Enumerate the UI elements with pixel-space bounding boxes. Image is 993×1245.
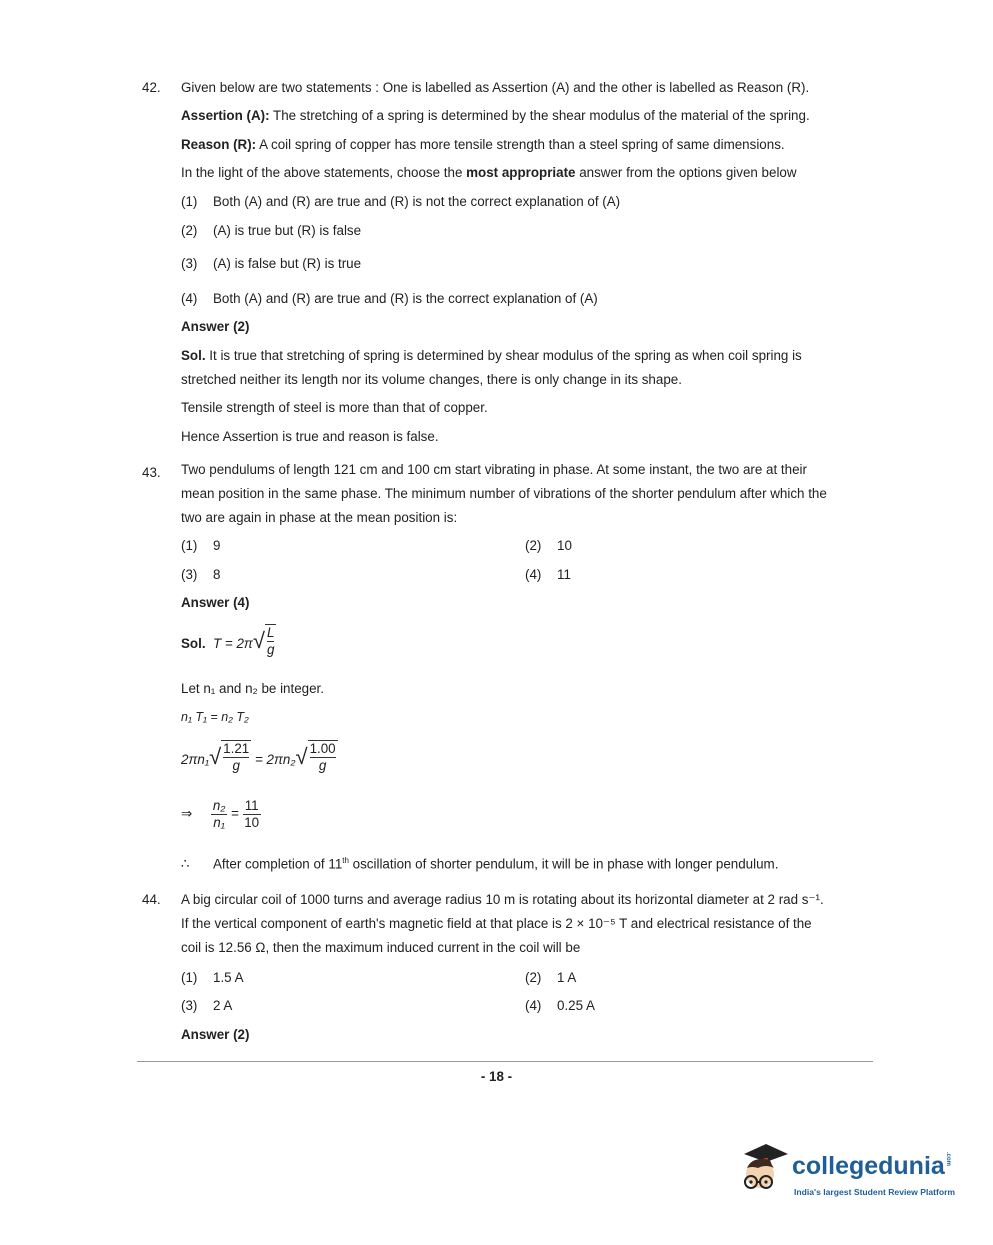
q43-line: two are again in phase at the mean position is: [181, 510, 458, 525]
assertion-text: The stretching of a spring is determined by the shear modulus of the material of the spring. [269, 108, 810, 123]
answer-label: Answer (2) [181, 1027, 250, 1042]
solution-line: stretched neither its length nor its volume changes, there is only change in its shape. [181, 372, 682, 387]
solution-line: Tensile strength of steel is more than that of copper. [181, 400, 488, 415]
q42-instruction: In the light of the above statements, choose the most appropriate answer from the options given below [181, 165, 797, 180]
option-item: (4) Both (A) and (R) are true and (R) is the correct explanation of (A) [181, 291, 598, 306]
option-item: (3) 2 A [181, 998, 233, 1013]
pendulum-formula: Sol. T = 2π √ L g [181, 625, 275, 657]
option-item: (4) 11 [525, 567, 571, 582]
q42-assertion [181, 108, 810, 123]
brand-tagline: India's largest Student Review Platform [794, 1187, 956, 1197]
equation: n₁ T₁ = n₂ T₂ [181, 710, 249, 724]
option-item: (2) 1 A [525, 970, 577, 985]
sqrt-icon: √ L g [252, 625, 275, 657]
footer-divider [137, 1061, 873, 1062]
therefore-icon: ∴ [181, 856, 190, 872]
option-item: (1) 9 [181, 538, 221, 553]
q42-intro: Given below are two statements : One is labelled as Assertion (A) and the other is labelled as Reason (R). [181, 80, 810, 95]
option-item: (3) 8 [181, 567, 221, 582]
answer-label: Answer (4) [181, 595, 250, 610]
q43-line: mean position in the same phase. The minimum number of vibrations of the shorter pendulum after which the [181, 486, 827, 501]
equation: 2πn₁ √ 1.21 g = 2πn₂ √ 1.00 g [181, 741, 336, 773]
conclusion: ∴ After completion of 11th oscillation of shorter pendulum, it will be in phase with longer pendulum. [181, 856, 779, 872]
sqrt-icon: √ 1.21 g [209, 741, 250, 773]
solution-line: Hence Assertion is true and reason is false. [181, 429, 439, 444]
implies-icon: ⇒ [181, 806, 193, 822]
q44-line: If the vertical component of earth's magnetic field at that place is 2 × 10⁻⁵ T and electrical resistance of the [181, 916, 812, 931]
mascot-icon [736, 1138, 794, 1204]
option-item: (2) 10 [525, 538, 572, 553]
reason-text: A coil spring of copper has more tensile strength than a steel spring of same dimensions. [256, 137, 785, 152]
q42-reason [181, 137, 785, 152]
reason-label: Reason (R): [181, 137, 257, 152]
option-item: (1) 1.5 A [181, 970, 244, 985]
assertion-label: Assertion (A): [181, 108, 270, 123]
option-item: (1) Both (A) and (R) are true and (R) is not the correct explanation of (A) [181, 194, 621, 209]
let-line: Let n₁ and n₂ be integer. [181, 681, 324, 696]
answer-label: Answer (2) [181, 319, 250, 334]
option-item: (2) (A) is true but (R) is false [181, 223, 362, 238]
option-item: (3) (A) is false but (R) is true [181, 256, 362, 271]
question-number: 42. [142, 80, 161, 95]
sqrt-icon: √ 1.00 g [295, 741, 336, 773]
q44-line: A big circular coil of 1000 turns and average radius 10 m is rotating about its horizontal diameter at 2 rad s⁻¹. [181, 892, 824, 907]
question-number: 44. [142, 892, 161, 907]
brand-logo [736, 1138, 961, 1208]
brand-name: collegedunia.com [792, 1152, 951, 1180]
solution-line: Sol. It is true that stretching of spring is determined by shear modulus of the spring as when coil spring is [181, 348, 802, 363]
q44-line: coil is 12.56 Ω, then the maximum induced current in the coil will be [181, 940, 581, 955]
page-number: - 18 - [480, 1069, 513, 1084]
ratio-equation: ⇒ $\frac{\text{n₂}}{\text{n₁}}$ = $\frac{11}{10}$ [181, 798, 260, 830]
question-number: 43. [142, 465, 161, 480]
option-item: (4) 0.25 A [525, 998, 595, 1013]
q43-line: Two pendulums of length 121 cm and 100 cm start vibrating in phase. At some instant, the two are at their [181, 462, 807, 477]
